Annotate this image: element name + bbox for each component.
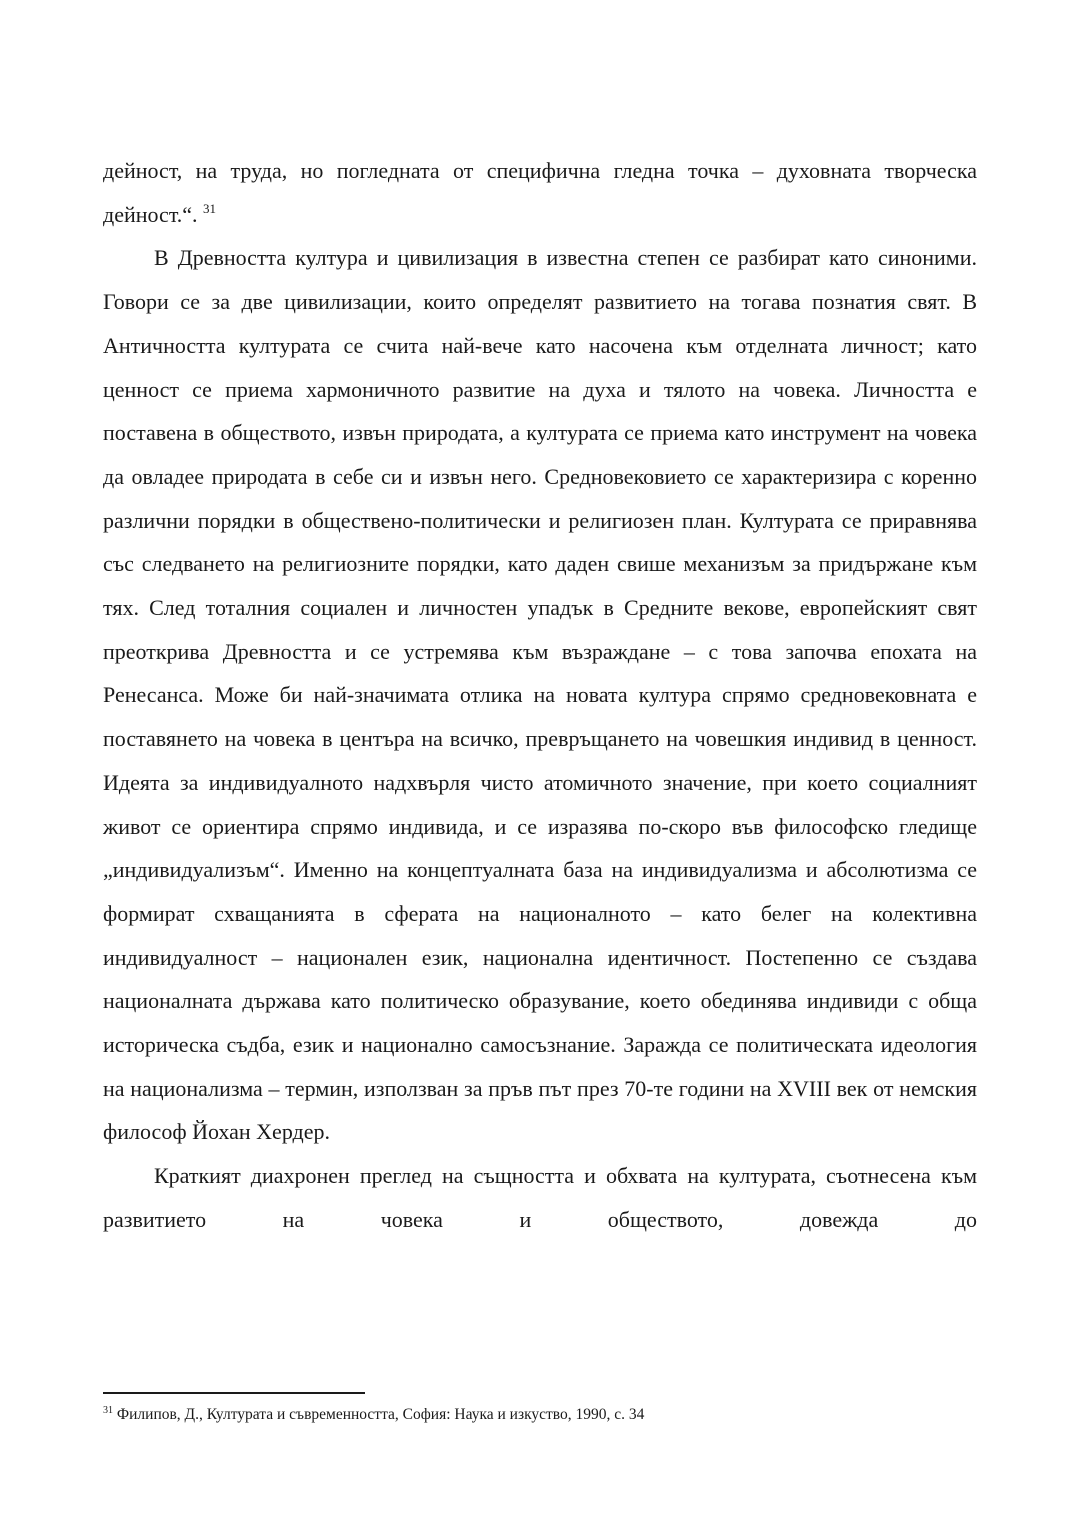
footnote-separator bbox=[103, 1392, 365, 1394]
page-body bbox=[103, 149, 977, 1242]
paragraph: В Древността култура и цивилизация в известна степен се разбират като синоними. Говори се за две цивилизации, които определят развитието на тогава познатия свят. В Античността културата се счита най-вече като насочена към отделната личност; като ценност се приема хармоничното развитие на духа и тялото на човека. Личността е поставена в обществото, извън природата, а културата се приема като инструмент на човека да овладее природата в себе си и извън него. Средновековието се характеризира с коренно различни порядки в обществено-политически и религиозен план. Културата се приравнява със следването на религиозните порядки, като даден свише механизъм за придържане към тях. След тоталния социален и личностен упадък в Средните векове, европейският свят преоткрива Древността и се устремява към възраждане – с това започва епохата на Ренесанса. Може би най-значимата отлика на новата култура спрямо средновековната е поставянето на човека в центъра на всичко, превръщането на човешкия индивид в ценност. Идеята за индивидуалното надхвърля чисто атомичното значение, при което социалният живот се ориентира спрямо индивида, и се изразява по-скоро във философско гледище „индивидуализъм“. Именно на концептуалната база на индивидуализма и абсолютизма се формират схващанията в сферата на националното – като белег на колективна индивидуалност – национален език, национална идентичност. Постепенно се създава националната държава като политическо образувание, което обединява индивиди с обща историческа съдба, език и национално самосъзнание. Заражда се политическата идеология на национализма – термин, използван за пръв път през 70-те години на XVIII век от немския философ Йохан Хердер. bbox=[103, 245, 977, 1145]
paragraph-continuation bbox=[103, 149, 977, 236]
footnote bbox=[103, 1405, 977, 1425]
footnote-number: 31 bbox=[103, 1405, 113, 1416]
paragraph: Краткият диахронен преглед на същността и обхвата на културата, съотнесена към развитието на човека и обществото, довежда до bbox=[103, 1163, 977, 1232]
footnote-reference[interactable]: 31 bbox=[203, 200, 217, 216]
footnote-text: Филипов, Д., Културата и съвременността, София: Наука и изкуство, 1990, с. 34 bbox=[116, 1406, 645, 1423]
paragraph-text: дейност, на труда, но погледната от специфична гледна точка – духовната творческа дейност.“. bbox=[103, 158, 977, 227]
